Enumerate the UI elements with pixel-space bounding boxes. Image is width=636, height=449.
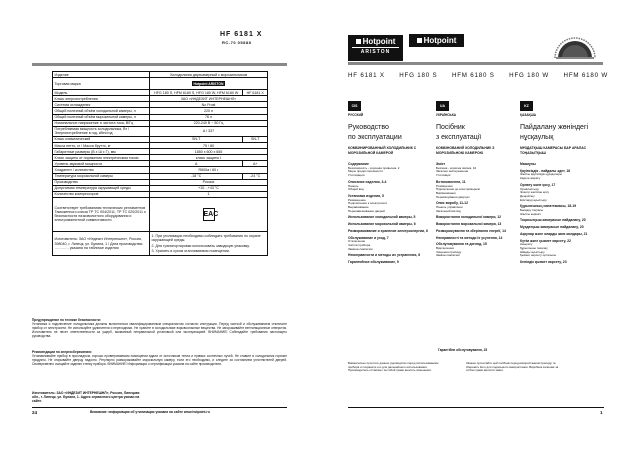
page-number: 1 (600, 410, 603, 415)
model-item: HFG 180 W (509, 72, 550, 79)
spec-key: Система охлаждения (53, 102, 150, 108)
table-of-contents (520, 163, 605, 265)
toc-section: Установка изделия, 5 (348, 193, 384, 198)
toc-section: Күтім және қызмет көрсету, 22 (520, 238, 571, 243)
product-subtitle: КОМБІНОВАНИЙ ХОЛОДИЛЬНИК З МОРОЗИЛЬНОЮ КАМЕРОЮ (436, 146, 495, 155)
toc-section: Розморожування та зберігання енергії, 14 (436, 228, 506, 233)
toc-section: Использование холодильной камеры, 5 (348, 215, 416, 220)
spec-value: No Frost (150, 102, 268, 108)
right-page (318, 0, 636, 449)
spec-value: 1 (150, 191, 268, 197)
toc-section: Опис виробу, 11-12 (436, 201, 468, 206)
toc-section: Неисправности и методы их устранения, 8 (348, 253, 421, 258)
language-badge: KZ (520, 101, 533, 111)
model-list (348, 72, 608, 79)
toc-item: Жалпы көрінісі (520, 211, 541, 216)
toc-section: Қауіпсіздік - пайдалы әдет, 16 (520, 168, 571, 173)
quality-seal-icon (554, 34, 596, 60)
spec-value: SN-T (243, 136, 268, 142)
table-of-contents (436, 163, 521, 258)
spec-key: Масса нетто, кг / Масса брутто, кг (53, 143, 150, 149)
column-russian (348, 94, 433, 265)
toc-item: Безопасность - хорошая привычка, 2 (348, 165, 400, 170)
title-line: нұсқаулық (520, 134, 554, 141)
toc-section: Обслуговування та догляд, 15 (436, 242, 487, 247)
spec-value: ЗАО «ИНДЕЗИТ ИНТЕРНЕШНЛ» (150, 96, 268, 102)
model-title: HF 6181 X (220, 31, 263, 38)
toc-item: Меры предосторожности (348, 169, 383, 174)
language-badge: UA (436, 101, 449, 111)
energy-heading: Рекомендации по энергосбережению: (32, 350, 93, 354)
toc-item: Чистка прибора (348, 242, 371, 247)
toc-item: Підключення до електромережі (436, 187, 480, 192)
toc-item: Подключение к электросети (348, 201, 388, 206)
language-label: ҚАЗАҚША (520, 113, 536, 117)
toc-item: Деңгейлеу (520, 193, 535, 198)
spec-note: 1. При утилизации необходимо соблюдать требования по охране окружающей среды. (151, 233, 261, 242)
toc-warranty-ua: Гарантійне обслуговування, 15 (438, 348, 488, 352)
model-item: HF 6181 X (348, 72, 385, 79)
energy-text: Устанавливайте прибор в прохладном, хорошо проветриваемом помещении вдали от источников тепла и прямых солнечных лучей. Не ставьте в холодильник горячие продукты. Не открывайте дверцу надолго. Регулярно размораживайте морозильную камеру, если это необходимо, и следите за состоянием уплотнителей дверей. Своевременно очищайте заднюю стенку прибора. ВНИМАНИЕ! Информация о сертификации указана на сайте производителя. (32, 354, 287, 367)
spec-key: Изделие (53, 72, 150, 78)
toc-item: Басқару тақтасы (520, 208, 544, 213)
toc-item: Электр желісіне қосу (520, 190, 549, 195)
toc-item: Безпека - корисна звичка, 10 (436, 165, 477, 170)
manual-title (520, 123, 605, 143)
brand-alt-name: Hotpoint (423, 36, 457, 45)
title-line: з експлуатації (436, 134, 482, 141)
language-label: РУССКИЙ (348, 113, 364, 117)
title-line: Пайдалану жөніндегі (520, 124, 589, 131)
footer-divider (348, 407, 604, 408)
toc-section: Мазмұны (520, 162, 536, 166)
column-ukrainian (436, 94, 521, 258)
table-row (53, 126, 268, 136)
toc-section: Тоңазытқыш камерасын пайдалану, 20 (520, 218, 586, 223)
table-row (53, 78, 268, 90)
safety-paragraph (32, 318, 287, 338)
toc-section: Обслуживание и уход, 7 (348, 235, 389, 240)
toc-section: Використання морозильної камери, 13 (436, 222, 502, 227)
spec-value: 76 л (150, 114, 268, 120)
toc-section: Встановлення, 11 (436, 179, 466, 184)
footer-text: Внимание: информация об утилизации указана на сайте www.hotpoint.ru (90, 410, 210, 414)
toc-section: Використання холодильної камери, 12 (436, 215, 502, 220)
table-row (53, 231, 268, 255)
toc-item: Загальний вигляд (436, 208, 461, 213)
brand-sub: ARISTON (360, 48, 391, 55)
toc-item: Кәдеге жарату (520, 176, 541, 181)
language-badge: CIS (348, 101, 361, 111)
toc-section: Несправності та методи їх усунення, 14 (436, 235, 503, 240)
spec-value (150, 78, 268, 90)
spec-key: Класс климатический (53, 136, 150, 142)
spec-key: Хладагент / количество (53, 167, 150, 173)
energy-paragraph (32, 350, 287, 366)
toc-item: Перевішування дверцят (436, 194, 470, 199)
page-number: 24 (32, 410, 38, 415)
toc-item: Жалпы қауіпсіздік нұсқаулары (520, 172, 562, 177)
toc-section: Содержание (348, 162, 369, 166)
spec-value (150, 231, 268, 255)
spec-value: R600a / 60 г (150, 167, 268, 173)
toc-item: Заміна лампочки (436, 253, 460, 258)
toc-item: Панель управління (436, 205, 463, 210)
table-row (53, 197, 268, 231)
title-line: по эксплуатации (348, 134, 402, 141)
spec-value: -18 °C (150, 173, 243, 179)
spec-value: HFG 180 S, HFM 6180 S, HFG 180 W, HFM 6180 W (150, 90, 243, 96)
toc-section: Құрылғының сипаттамасы, 18-19 (520, 204, 577, 209)
language-label: УКРАЇНСЬКА (436, 113, 457, 117)
brand-name: Hotpoint (362, 37, 396, 46)
spec-key: Потребляемая мощность холодильника, Вт / Энергопотребление в год, кВтч/год (53, 126, 150, 136)
toc-item: Общий вид (348, 187, 364, 192)
toc-item: Замена лампочки (348, 246, 373, 251)
spec-value (150, 197, 268, 231)
spec-key: Допустимая температура окружающей среды (53, 185, 150, 191)
title-line: Руководство (348, 124, 389, 131)
spec-key: Модель (53, 90, 150, 96)
manual-title (436, 123, 521, 143)
table-of-contents (348, 163, 433, 265)
hotpoint-ariston-logo (348, 35, 403, 61)
intro-note-ua: Уважно прочитайте цей посібник перед використанням приладу та збережіть його для подальшого використання. Виробник залишає за собою право вносити зміни. (466, 361, 559, 373)
toc-section: Мұздатқыш камерасын пайдалану, 20 (520, 225, 584, 230)
product-subtitle: МҰЗДАТҚЫШ КАМЕРАСЫ БАР АРАЛАС ТОҢАЗЫТҚЫШ (520, 146, 587, 155)
toc-item: Орналастыру (520, 186, 539, 191)
toc-section: Гарантийное обслуживание, 9 (348, 260, 399, 265)
spec-key: Температура морозильной камеры (53, 173, 150, 179)
model-code: RС-70 05888 (222, 40, 252, 45)
safety-heading: Предупреждение по технике безопасности: (32, 318, 101, 322)
toc-item: Отключение (348, 239, 366, 244)
header-divider (32, 63, 287, 66)
spec-value: 75 / 80 (150, 143, 268, 149)
hotpoint-logo (409, 34, 464, 47)
spec-key: Общий полезный объём морозильной камеры, л (53, 114, 150, 120)
brand-square-icon (356, 39, 361, 44)
spec-key: Торговая марка (53, 78, 150, 90)
spec-value: Холодильник двухкамерный с морозильником (150, 72, 268, 78)
column-kazakh (520, 94, 605, 265)
spec-value: 220 л (150, 108, 268, 114)
toc-section: Зміст (436, 162, 446, 166)
spec-key: Изготовитель: ЗАО «Индезит Интернешнл», Россия, 398040, г. Липецк, ул. Бунина, 1 / Дата производства: ………… указана на табличке изделия (53, 231, 150, 255)
spec-key: Количество компрессоров (53, 191, 150, 197)
toc-item: Утилизация (348, 173, 365, 178)
spec-value: класс защиты I (150, 155, 268, 161)
toc-item: Відключення (436, 245, 454, 250)
eac-mark-icon: EAC (203, 208, 215, 221)
toc-section: Описание изделия, 3-4 (348, 179, 387, 184)
toc-item: Қызмет көрсету орталығы (520, 253, 557, 258)
manual-title (348, 123, 433, 143)
spec-value: A+ (243, 161, 268, 167)
toc-item: Чищення приладу (436, 249, 462, 254)
toc-item: Ажырату (520, 242, 533, 247)
header-divider (348, 62, 603, 65)
spec-key: Габаритные размеры (В x Ш x Г), мм (53, 149, 150, 155)
spec-value: A / 337 (150, 126, 268, 136)
spec-value: 1850 x 600 x 655 (150, 149, 268, 155)
toc-item: Розміщення (436, 183, 453, 188)
spec-key: Уровень звуковой мощности (53, 161, 150, 167)
spec-value: +10…+43 °C (150, 185, 268, 191)
safety-text: Установка и подключение холодильника должны выполняться квалифицированным специалистом согласно инструкции. Перед чисткой и обслуживанием отключите прибор от электросети. Не используйте удлинители и переходники. Не храните в холодильнике взрывоопасные вещества. Не загораживайте вентиляционные отверстия. Изготовитель не несет ответственности за ущерб, вызванный неправильной установкой или эксплуатацией. ВНИМАНИЕ! Соблюдайте требования настоящего руководства. (32, 322, 287, 339)
footer-divider (32, 407, 287, 408)
toc-section: Кепілдік қызмет көрсету, 23 (520, 260, 567, 265)
title-line: Посібник (436, 124, 465, 131)
model-item: HFM 6180 S (451, 72, 495, 79)
spec-value: SN-T (150, 136, 243, 142)
toc-item: Размещение (348, 197, 366, 202)
toc-item: Есіктерді ауыстыру (520, 197, 547, 202)
toc-section: Орнату және қосу, 17 (520, 182, 556, 187)
spec-note: 2. Для транспортировки использовать заводскую упаковку. (151, 243, 250, 248)
spec-value: Россия (150, 179, 268, 185)
spec-key: Класс энергопотребления (53, 96, 150, 102)
manufacturer-note: Изготовитель: ЗАО «ИНДЕЗИТ ИНТЕРНЕШНЛ», Россия, Липецкая обл., г. Липецк, ул. Бунина, 1. Адрес сервисного центра указан на сайте. (32, 391, 140, 403)
spec-key: Общий полезный объём холодильной камеры, л (53, 108, 150, 114)
spec-key: Производство (53, 179, 150, 185)
toc-section: Ақаулар және оларды жою жолдары, 21 (520, 231, 588, 236)
model-item: HFM 6180 W (563, 72, 608, 79)
brand-logo: Hotpoint ARISTON (193, 81, 224, 86)
product-subtitle: КОМБИНИРОВАННЫЙ ХОЛОДИЛЬНИК С МОРОЗИЛЬНОЙ КАМЕРОЙ (348, 146, 417, 155)
spec-value: 220-240 В ~ 50 Гц (150, 120, 268, 126)
spec-value: -24 °C (243, 173, 268, 179)
spec-key: Класс защиты от поражения электрическим током (53, 155, 150, 161)
spec-key: Номинальное напряжение и частота тока, В/Гц (53, 120, 150, 126)
toc-section: Использование морозильной камеры, 6 (348, 222, 416, 227)
spec-key: Соответствует требованиям технических регламентов Таможенного союза ТР ТС 004/2011, ТР ТС 020/2011 о безопасности низковольтного оборудования и электромагнитной совместимости (53, 197, 150, 231)
spec-table (52, 71, 268, 256)
intro-note-ru: Внимательно прочтите данное руководство перед использованием прибора и сохраните его для дальнейшего использования. Производитель оставляет за собой право вносить изменения. (348, 361, 439, 373)
toc-item: Выравнивание (348, 205, 369, 210)
toc-item: Құрылғыны тазалау (520, 245, 548, 250)
toc-item: Утилізація (436, 173, 451, 178)
toc-item: Шамды ауыстыру (520, 249, 545, 254)
toc-item: Панель (348, 183, 359, 188)
toc-item: Вирівнювання (436, 190, 456, 195)
model-item: HFG 180 S (399, 72, 438, 79)
toc-section: Размораживание и хранение электроэнергии, 6 (348, 228, 428, 233)
toc-item: Перенавешивание дверей (348, 208, 385, 213)
spec-note: 3. Хранить в сухом отапливаемом помещении. (151, 249, 230, 254)
brand-square-icon (417, 38, 422, 43)
toc-item: Загальні застереження (436, 169, 469, 174)
spec-value: A (150, 161, 243, 167)
spec-value: HF 6181 X (243, 90, 268, 96)
